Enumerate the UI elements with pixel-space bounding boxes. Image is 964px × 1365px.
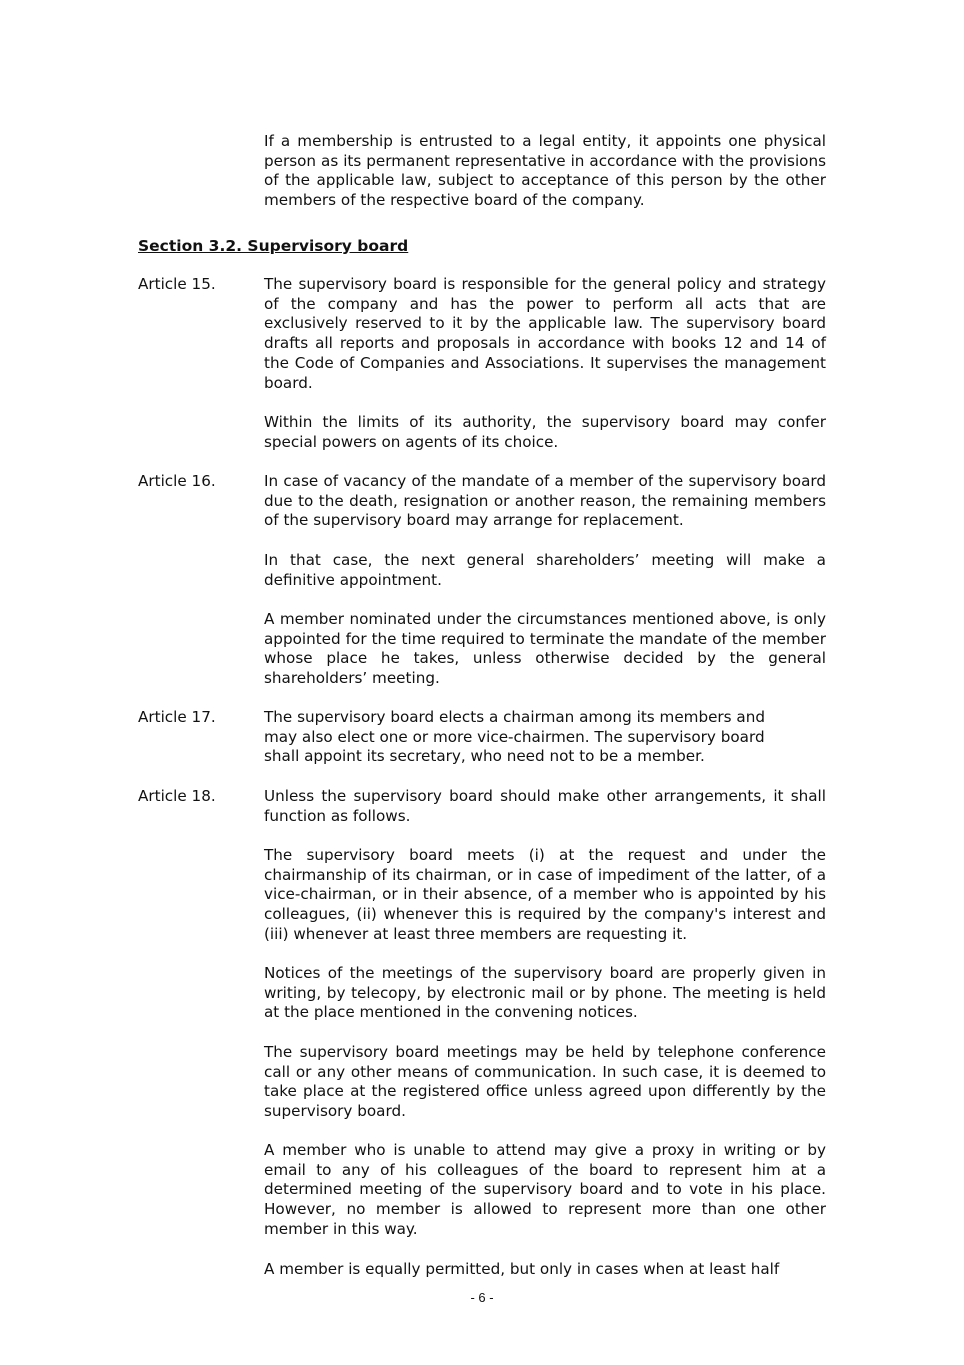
article-17-paragraph-1: The supervisory board elects a chairman among its members and may also elect one or more vice-chairmen. The supervisory board shall appoint its secretary, who need not to be a member. [264,708,765,766]
article-18-paragraph-5: A member who is unable to attend may give a proxy in writing or by email to any of his colleagues of the board to represent him at a determined meeting of the supervisory board and to vote in his place. However, no member is allowed to represent more than one other member in this way. [264,1141,826,1238]
intro-paragraph: If a membership is entrusted to a legal entity, it appoints one physical person as its permanent representative in accordance with the provisions of the applicable law, subject to acceptance of this person by the other members of the respective board of the company. [264,132,826,210]
article-17-label: Article 17. [138,708,216,726]
page-number: - 6 - [470,1290,494,1305]
article-16-paragraph-1: In case of vacancy of the mandate of a member of the supervisory board due to the death, resignation or another reason, the remaining members of the supervisory board may arrange for replacement. [264,472,826,530]
article-18-paragraph-4: The supervisory board meetings may be held by telephone conference call or any other means of communication. In such case, it is deemed to take place at the registered office unless agreed upon differently by the supervisory board. [264,1043,826,1121]
article-15-paragraph-2: Within the limits of its authority, the supervisory board may confer special powers on agents of its choice. [264,413,826,451]
article-15-paragraph-1: The supervisory board is responsible for the general policy and strategy of the company and has the power to perform all acts that are exclusively reserved to it by the applicable law. The supervisory board drafts all reports and proposals in accordance with books 12 and 14 of the Code of Companies and Associations. It supervises the management board. [264,275,826,392]
article-18-label: Article 18. [138,787,216,805]
article-16-paragraph-2: In that case, the next general shareholders’ meeting will make a definitive appointment. [264,551,826,589]
article-18-paragraph-3: Notices of the meetings of the supervisory board are properly given in writing, by telecopy, by electronic mail or by phone. The meeting is held at the place mentioned in the convening notices. [264,964,826,1022]
article-18-paragraph-1: Unless the supervisory board should make other arrangements, it shall function as follows. [264,787,826,825]
article-18-paragraph-6: A member is equally permitted, but only in cases when at least half [264,1260,780,1278]
article-15-label: Article 15. [138,275,216,293]
article-18-paragraph-2: The supervisory board meets (i) at the request and under the chairmanship of its chairman, or in case of impediment of the latter, of a vice-chairman, or in their absence, of a member who is appointed by his colleagues, (ii) whenever this is required by the company's interest and (iii) whenever at least three members are requesting it. [264,846,826,943]
article-16-paragraph-3: A member nominated under the circumstances mentioned above, is only appointed for the time required to terminate the mandate of the member whose place he takes, unless otherwise decided by the general shareholders’ meeting. [264,610,826,688]
section-heading: Section 3.2. Supervisory board [138,237,409,255]
article-16-label: Article 16. [138,472,216,490]
